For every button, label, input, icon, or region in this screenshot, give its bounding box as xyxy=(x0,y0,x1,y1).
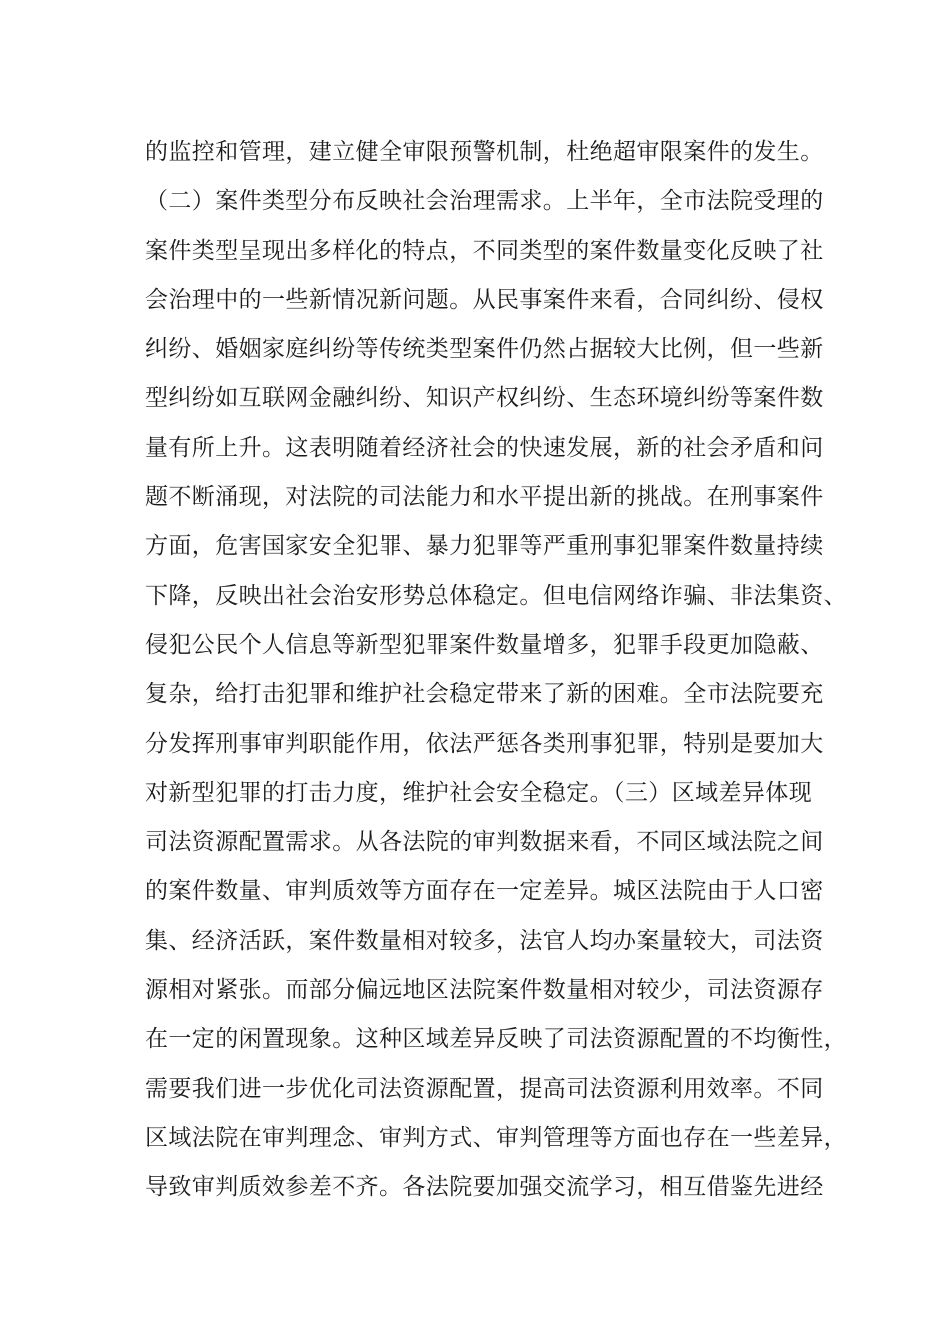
text-line: （二）案件类型分布反映社会治理需求。上半年，全市法院受理的 xyxy=(145,188,824,215)
text-line: 对新型犯罪的打击力度，维护社会安全稳定。（三）区域差异体现 xyxy=(145,779,813,806)
text-line: 分发挥刑事审判职能作用，依法严惩各类刑事犯罪，特别是要加大 xyxy=(145,730,824,757)
text-line: 案件类型呈现出多样化的特点，不同类型的案件数量变化反映了社 xyxy=(145,237,824,264)
text-line: 复杂，给打击犯罪和维护社会稳定带来了新的困难。全市法院要充 xyxy=(145,681,824,708)
text-line: 纠纷、婚姻家庭纠纷等传统类型案件仍然占据较大比例，但一些新 xyxy=(145,336,824,363)
text-line: 量有所上升。这表明随着经济社会的快速发展，新的社会矛盾和问 xyxy=(145,434,824,461)
text-line: 司法资源配置需求。从各法院的审判数据来看，不同区域法院之间 xyxy=(145,829,824,856)
text-line: 侵犯公民个人信息等新型犯罪案件数量增多，犯罪手段更加隐蔽、 xyxy=(145,631,824,658)
text-line: 的监控和管理，建立健全审限预警机制，杜绝超审限案件的发生。 xyxy=(145,139,824,165)
text-line: 会治理中的一些新情况新问题。从民事案件来看，合同纠纷、侵权 xyxy=(145,286,824,313)
text-line: 的案件数量、审判质效等方面存在一定差异。城区法院由于人口密 xyxy=(145,878,824,905)
text-line: 题不断涌现，对法院的司法能力和水平提出新的挑战。在刑事案件 xyxy=(145,484,824,511)
text-line: 区域法院在审判理念、审判方式、审判管理等方面也存在一些差异， xyxy=(145,1124,847,1151)
text-line: 型纠纷如互联网金融纠纷、知识产权纠纷、生态环境纠纷等案件数 xyxy=(145,385,824,412)
text-line: 方面，危害国家安全犯罪、暴力犯罪等严重刑事犯罪案件数量持续 xyxy=(145,533,824,560)
text-line: 需要我们进一步优化司法资源配置，提高司法资源利用效率。不同 xyxy=(145,1075,824,1102)
body-text xyxy=(145,128,845,1213)
text-line: 下降，反映出社会治安形势总体稳定。但电信网络诈骗、非法集资、 xyxy=(145,582,847,609)
text-line: 导致审判质效参差不齐。各法院要加强交流学习，相互借鉴先进经 xyxy=(145,1174,824,1201)
text-line: 源相对紧张。而部分偏远地区法院案件数量相对较少，司法资源存 xyxy=(145,977,824,1004)
text-line: 在一定的闲置现象。这种区域差异反映了司法资源配置的不均衡性， xyxy=(145,1026,847,1053)
text-line: 集、经济活跃，案件数量相对较多，法官人均办案量较大，司法资 xyxy=(145,927,824,954)
